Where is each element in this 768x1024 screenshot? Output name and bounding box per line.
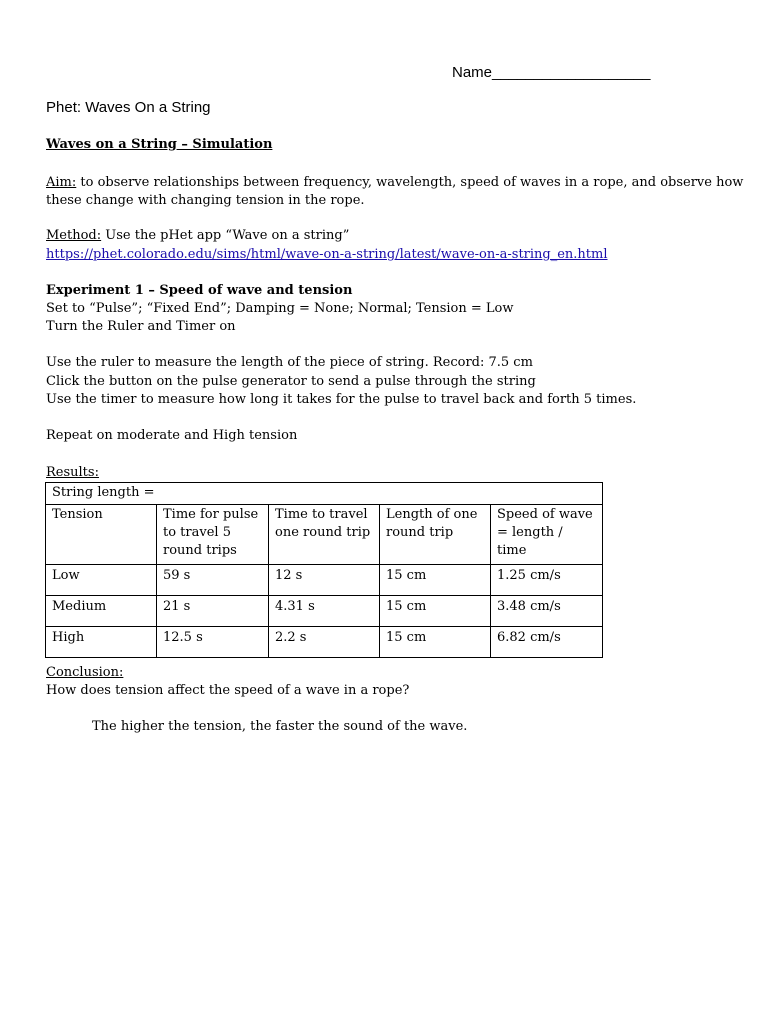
table-cell: 2.2 s	[269, 627, 380, 658]
experiment-heading: Experiment 1 – Speed of wave and tension	[46, 283, 353, 298]
procedure-line: Use the timer to measure how long it takes for the pulse to travel back and forth 5 times.	[46, 392, 637, 407]
table-row	[46, 627, 603, 658]
document-title: Phet: Waves On a String	[46, 99, 211, 116]
simulation-link-line	[46, 246, 608, 264]
table-cell: 6.82 cm/s	[491, 627, 603, 658]
procedure-line: Click the button on the pulse generator to send a pulse through the string	[46, 374, 536, 389]
table-header-row	[46, 505, 603, 565]
simulation-heading: Waves on a String – Simulation	[46, 137, 273, 152]
aim-label: Aim:	[46, 175, 77, 190]
method-text: Use the pHet app “Wave on a string”	[101, 228, 350, 243]
table-cell: Low	[46, 565, 157, 596]
table-cell: 15 cm	[380, 565, 491, 596]
name-field-line: Name___________________	[452, 64, 651, 81]
conclusion-label: Conclusion:	[46, 665, 124, 680]
string-length-row	[46, 483, 603, 505]
repeat-instruction: Repeat on moderate and High tension	[46, 428, 298, 443]
header-cell: Time to travel one round trip	[269, 505, 380, 565]
conclusion-answer: The higher the tension, the faster the sound of the wave.	[92, 719, 468, 734]
procedure-line: Use the ruler to measure the length of the piece of string. Record: 7.5 cm	[46, 355, 533, 370]
conclusion-question: How does tension affect the speed of a wave in a rope?	[46, 683, 410, 698]
table-cell: 21 s	[157, 596, 269, 627]
results-table	[45, 482, 603, 658]
table-cell: 3.48 cm/s	[491, 596, 603, 627]
table-cell: 15 cm	[380, 596, 491, 627]
table-row	[46, 565, 603, 596]
simulation-link[interactable]: https://phet.colorado.edu/sims/html/wave-on-a-string/latest/wave-on-a-string_en.html	[46, 247, 608, 262]
setup-line: Set to “Pulse”; “Fixed End”; Damping = None; Normal; Tension = Low	[46, 301, 514, 316]
table-cell: Medium	[46, 596, 157, 627]
aim-paragraph	[46, 174, 756, 210]
header-cell: Tension	[46, 505, 157, 565]
method-label: Method:	[46, 228, 102, 243]
results-label: Results:	[46, 465, 99, 480]
string-length-cell: String length =	[46, 483, 603, 505]
table-cell: 4.31 s	[269, 596, 380, 627]
table-cell: 12.5 s	[157, 627, 269, 658]
table-cell: 1.25 cm/s	[491, 565, 603, 596]
header-cell: Time for pulse to travel 5 round trips	[157, 505, 269, 565]
header-cell: Length of one round trip	[380, 505, 491, 565]
header-cell: Speed of wave = length / time	[491, 505, 603, 565]
table-cell: 15 cm	[380, 627, 491, 658]
table-cell: High	[46, 627, 157, 658]
aim-text: to observe relationships between frequency, wavelength, speed of waves in a rope, and observe how these change with changing tension in the rope.	[46, 175, 744, 208]
setup-line: Turn the Ruler and Timer on	[46, 319, 236, 334]
method-line	[46, 227, 349, 245]
table-cell: 59 s	[157, 565, 269, 596]
table-row	[46, 596, 603, 627]
table-cell: 12 s	[269, 565, 380, 596]
